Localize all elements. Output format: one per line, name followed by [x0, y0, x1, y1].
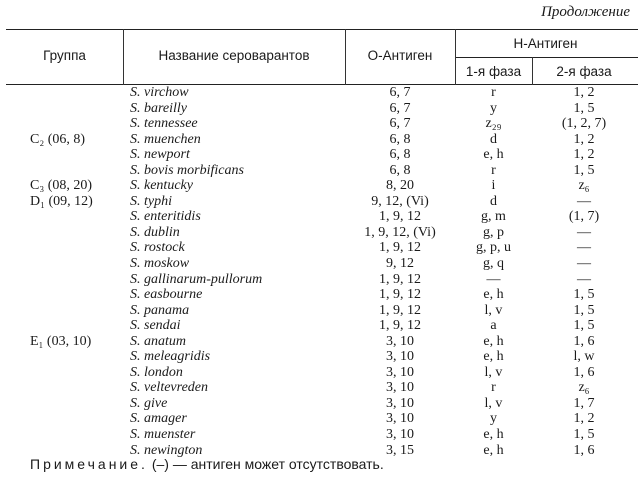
h-phase1-cell: r	[491, 162, 496, 178]
o-antigen-cell: 6, 8	[389, 162, 411, 178]
header-name: Название сероварантов	[158, 48, 310, 63]
header-phase-2: 2-я фаза	[556, 64, 612, 79]
h-phase1-cell: z₂₉	[485, 116, 502, 132]
serovar-name: S. muenster	[130, 427, 196, 443]
serovar-name: S. easbourne	[130, 287, 203, 303]
h-phase2-cell: 1, 5	[573, 302, 595, 318]
note-text: (–) — антиген может отсутствовать.	[151, 456, 384, 472]
serovar-name: S. panama	[130, 302, 190, 318]
header-h-antigen: Н-Антиген	[513, 36, 578, 51]
table-row	[0, 303, 644, 319]
serovar-name: S. enteritidis	[130, 209, 201, 225]
serovar-name: S. typhi	[130, 193, 172, 209]
h-phase1-cell: e, h	[483, 349, 504, 365]
table-row	[0, 178, 644, 194]
h-phase1-cell: r	[491, 380, 496, 396]
o-antigen-cell: 6, 8	[389, 147, 411, 163]
table-row	[0, 116, 644, 132]
serovar-name: S. newport	[130, 147, 190, 163]
o-antigen-cell: 3, 10	[386, 349, 414, 365]
h-phase1-cell: l, v	[484, 395, 503, 411]
o-antigen-cell: 1, 9, 12	[379, 240, 421, 256]
table-row	[0, 101, 644, 117]
serovar-name: S. give	[130, 395, 168, 411]
table-row	[0, 209, 644, 225]
table-top-rule	[6, 29, 638, 30]
group-cell: D₁ (09, 12)	[30, 193, 93, 209]
serovar-name: S. bareilly	[130, 100, 188, 116]
h-phase1-cell: l, v	[484, 302, 503, 318]
h-phase2-cell: (1, 7)	[568, 209, 600, 225]
serovar-name: S. virchow	[130, 85, 189, 100]
o-antigen-cell: 3, 10	[386, 380, 414, 396]
table-row	[0, 225, 644, 241]
o-antigen-cell: 9, 12	[386, 256, 414, 272]
o-antigen-cell: 9, 12, (Vi)	[371, 193, 429, 209]
o-antigen-cell: 3, 10	[386, 427, 414, 443]
h-phase1-cell: y	[490, 100, 497, 116]
table-row	[0, 380, 644, 396]
o-antigen-cell: 1, 9, 12	[379, 318, 421, 334]
h-phase2-cell: 1, 7	[573, 395, 595, 411]
h-phase1-cell: g, m	[481, 209, 506, 225]
h-phase2-cell: 1, 6	[573, 333, 595, 349]
h-phase2-cell: 1, 5	[573, 162, 595, 178]
h-phase1-cell: l, v	[484, 364, 503, 380]
h-phase1-cell: e, h	[483, 287, 504, 303]
serovar-name: S. rostock	[130, 240, 185, 256]
serovar-name: S. meleagridis	[130, 349, 211, 365]
group-cell: C₂ (06, 8)	[30, 131, 86, 147]
o-antigen-cell: 1, 9, 12	[379, 209, 421, 225]
serovar-name: S. dublin	[130, 224, 180, 240]
table-row	[0, 147, 644, 163]
table-note	[30, 456, 384, 472]
table-row	[0, 396, 644, 412]
serovar-name: S. london	[130, 364, 183, 380]
h-phase1-cell: y	[490, 411, 497, 427]
h-phase1-cell: e, h	[483, 442, 504, 458]
table-row	[0, 194, 644, 210]
serovar-name: S. amager	[130, 411, 187, 427]
serovar-name: S. sendai	[130, 318, 181, 334]
h-phase2-cell: 1, 6	[573, 442, 595, 458]
h-phase1-cell: r	[491, 85, 496, 100]
h-phase2-cell: z₆	[578, 178, 590, 194]
h-phase1-cell: d	[490, 193, 497, 209]
o-antigen-cell: 3, 10	[386, 411, 414, 427]
table-row	[0, 163, 644, 179]
h-phase1-cell: g, q	[483, 256, 504, 272]
header-phase-1: 1-я фаза	[465, 64, 522, 79]
table-row	[0, 411, 644, 427]
serovar-name: S. bovis morbificans	[130, 162, 244, 178]
h-phase2-cell: 1, 2	[573, 411, 595, 427]
h-phase2-cell: —	[577, 224, 591, 240]
h-phase2-cell: —	[577, 271, 591, 287]
h-phase1-cell: i	[491, 178, 496, 194]
o-antigen-cell: 6, 7	[389, 116, 411, 132]
h-phase1-cell: d	[490, 131, 497, 147]
o-antigen-cell: 1, 9, 12	[379, 271, 421, 287]
h-phase2-cell: —	[577, 193, 591, 209]
o-antigen-cell: 1, 9, 12	[379, 302, 421, 318]
h-phase1-cell: g, p, u	[476, 240, 511, 256]
h-phase2-cell: l, w	[573, 349, 595, 365]
table-row	[0, 256, 644, 272]
table-row	[0, 365, 644, 381]
group-cell: C₃ (08, 20)	[30, 178, 93, 194]
serovar-name: S. veltevreden	[130, 380, 208, 396]
table-row	[0, 132, 644, 148]
o-antigen-cell: 3, 15	[386, 442, 414, 458]
h-phase2-cell: 1, 5	[573, 318, 595, 334]
o-antigen-cell: 3, 10	[386, 364, 414, 380]
o-antigen-cell: 3, 10	[386, 395, 414, 411]
h-antigen-subrule	[455, 57, 638, 58]
table-row	[0, 427, 644, 443]
header-group: Группа	[43, 48, 86, 63]
table-row	[0, 240, 644, 256]
header-o-antigen: О-Антиген	[367, 48, 433, 63]
o-antigen-cell: 6, 7	[389, 100, 411, 116]
h-phase1-cell: g, p	[483, 224, 504, 240]
o-antigen-cell: 1, 9, 12, (Vi)	[364, 224, 436, 240]
h-phase2-cell: 1, 5	[573, 100, 595, 116]
note-label: Примечание.	[30, 456, 148, 472]
h-phase2-cell: 1, 5	[573, 427, 595, 443]
h-phase2-cell: —	[577, 240, 591, 256]
h-phase2-cell: 1, 2	[573, 131, 595, 147]
o-antigen-cell: 1, 9, 12	[379, 287, 421, 303]
h-phase2-cell: 1, 5	[573, 287, 595, 303]
serovar-name: S. muenchen	[130, 131, 201, 147]
group-cell: E₁ (03, 10)	[30, 333, 92, 349]
table-body	[0, 85, 644, 458]
h-phase2-cell: (1, 2, 7)	[561, 116, 607, 132]
serovar-name: S. anatum	[130, 333, 186, 349]
o-antigen-cell: 3, 10	[386, 333, 414, 349]
o-antigen-cell: 6, 8	[389, 131, 411, 147]
o-antigen-cell: 8, 20	[386, 178, 414, 194]
h-phase2-cell: z₆	[578, 380, 590, 396]
serovar-name: S. kentucky	[130, 178, 193, 194]
table-row	[0, 85, 644, 101]
table-row	[0, 334, 644, 350]
serovar-name: S. tennessee	[130, 116, 198, 132]
table-row	[0, 318, 644, 334]
h-phase2-cell: —	[577, 256, 591, 272]
h-phase1-cell: a	[490, 318, 497, 334]
o-antigen-cell: 6, 7	[389, 85, 411, 100]
h-phase2-cell: 1, 2	[573, 85, 595, 100]
h-phase1-cell: e, h	[483, 427, 504, 443]
h-phase2-cell: 1, 6	[573, 364, 595, 380]
table-row	[0, 287, 644, 303]
h-phase1-cell: —	[486, 271, 501, 287]
table-row	[0, 272, 644, 288]
continuation-label: Продолжение	[541, 4, 630, 20]
serovar-name: S. gallinarum-pullorum	[130, 271, 263, 287]
h-phase1-cell: e, h	[483, 333, 504, 349]
h-phase2-cell: 1, 2	[573, 147, 595, 163]
serovar-name: S. moskow	[130, 256, 190, 272]
h-phase1-cell: e, h	[483, 147, 504, 163]
table-row	[0, 349, 644, 365]
serovar-name: S. newington	[130, 442, 203, 458]
